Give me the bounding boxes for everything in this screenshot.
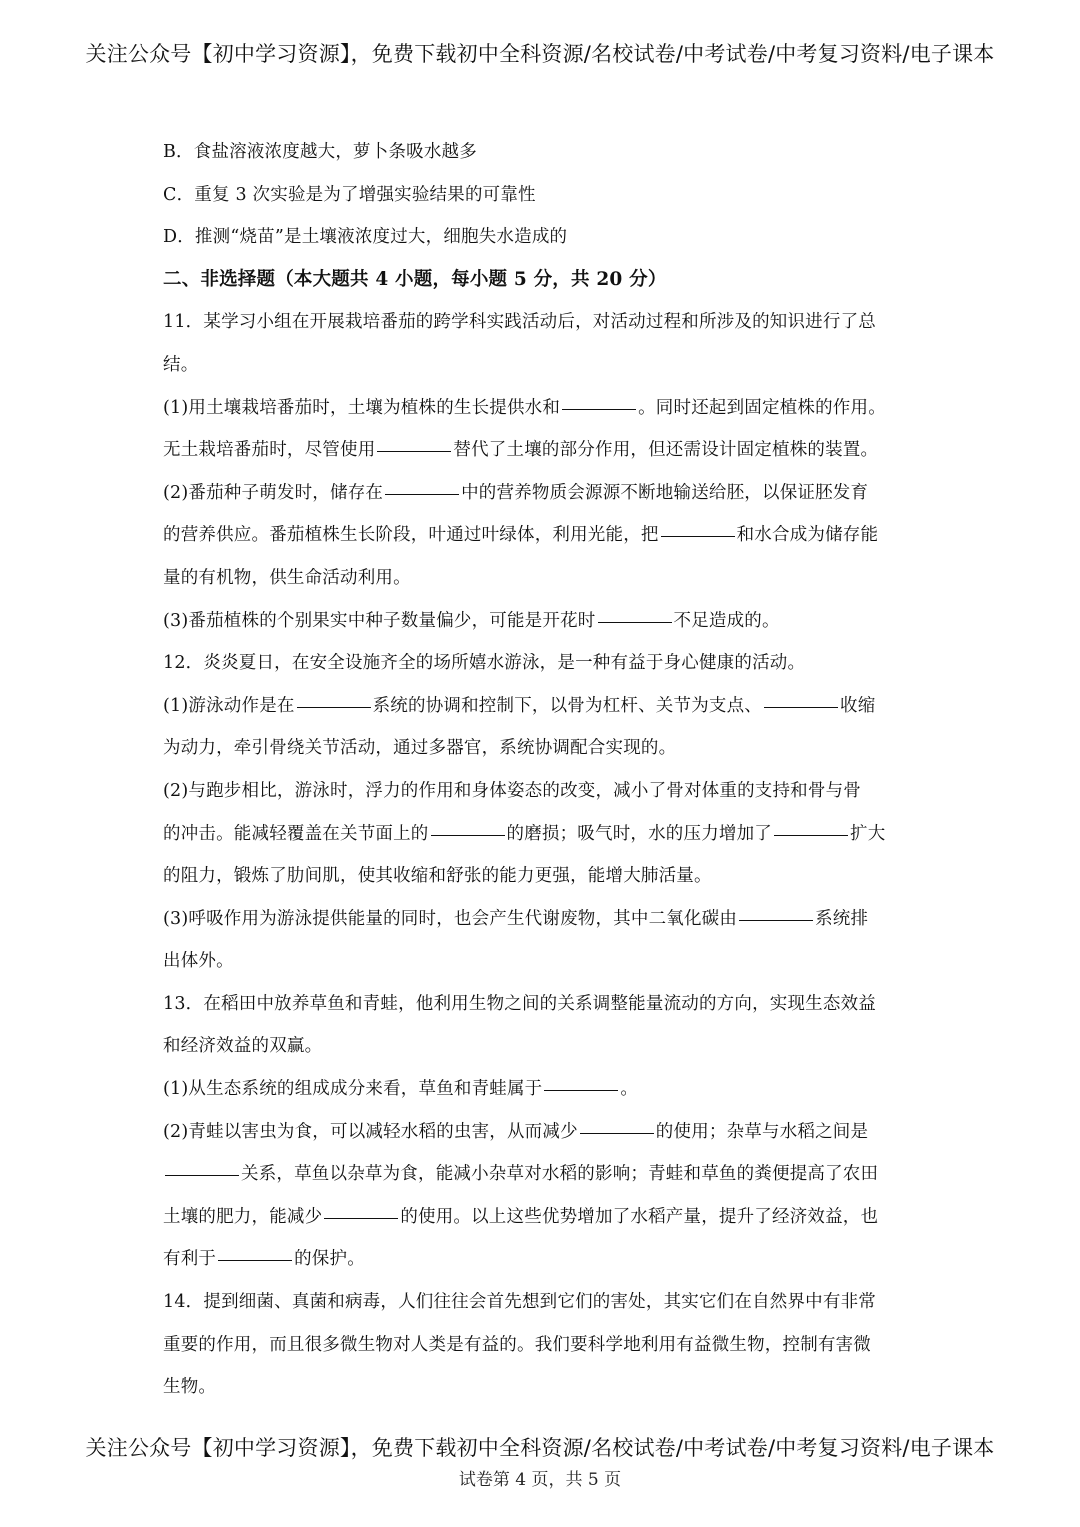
text-segment: 有利于 [163,1249,217,1270]
text-segment: (2)番茄种子萌发时，储存在 [163,482,384,503]
text-segment: 量的有机物，供生命活动利用。 [163,567,411,588]
answer-blank [324,1217,398,1219]
answer-blank [165,1174,239,1176]
text-segment: (1)从生态系统的组成成分来看，草鱼和青蛙属于 [163,1079,543,1100]
text-segment: 。 [620,1079,639,1100]
text-segment: C．重复 3 次实验是为了增强实验结果的可靠性 [163,184,536,205]
answer-blank [297,706,371,708]
text-line [163,344,923,387]
text-segment: 和经济效益的双赢。 [163,1036,323,1057]
text-line [163,983,923,1026]
answer-blank [580,1132,654,1134]
text-segment: 出体外。 [163,951,234,972]
text-line [163,940,923,983]
text-line [163,1153,923,1196]
exam-content [163,131,923,1409]
text-line [163,727,923,770]
answer-blank [598,621,672,623]
answer-blank [774,834,848,836]
text-line [163,429,923,472]
text-line [163,855,923,898]
text-segment: 收缩 [840,695,876,716]
text-line [163,301,923,344]
answer-blank [764,706,838,708]
text-segment: 14．提到细菌、真菌和病毒，人们往往会首先想到它们的害处，其实它们在自然界中有非常 [163,1292,876,1313]
text-segment: 系统排 [815,908,869,929]
answer-blank [385,493,459,495]
text-line [163,1324,923,1367]
text-segment: 的磨损；吸气时，水的压力增加了 [506,823,772,844]
text-line [163,557,923,600]
text-segment: D．推测“烧苗”是土壤液浓度过大，细胞失水造成的 [163,227,568,248]
text-segment: 重要的作用，而且很多微生物对人类是有益的。我们要科学地利用有益微生物，控制有害微 [163,1334,871,1355]
text-segment: 二、非选择题（本大题共 4 小题，每小题 5 分，共 20 分） [163,268,667,290]
answer-blank [562,408,636,410]
text-line [163,898,923,941]
answer-blank [377,450,451,452]
text-line [163,131,923,174]
answer-blank [739,919,813,921]
text-segment: B．食盐溶液浓度越大，萝卜条吸水越多 [163,142,477,162]
text-segment: 的营养供应。番茄植株生长阶段，叶通过叶绿体，利用光能，把 [163,525,659,546]
text-segment: 系统的协调和控制下，以骨为杠杆、关节为支点、 [372,695,762,716]
text-segment: (1)用土壤栽培番茄时，土壤为植株的生长提供水和 [163,397,561,418]
text-segment: (2)与跑步相比，游泳时，浮力的作用和身体姿态的改变，减小了骨对体重的支持和骨与骨 [163,780,861,801]
answer-blank [431,834,505,836]
text-segment: (2)青蛙以害虫为食，可以减轻水稻的虫害，从而减少 [163,1121,578,1142]
text-segment: (3)番茄植株的个别果实中种子数量偏少，可能是开花时 [163,610,596,631]
text-line [163,1366,923,1409]
text-segment: (1)游泳动作是在 [163,695,295,716]
text-line [163,813,923,856]
text-line [163,1196,923,1239]
text-segment: 扩大 [850,823,886,844]
text-line [163,685,923,728]
text-segment: 的使用。以上这些优势增加了水稻产量，提升了经济效益，也 [400,1206,879,1227]
text-segment: 不足造成的。 [673,610,780,631]
text-segment: 和水合成为储存能 [736,525,879,546]
text-segment: 无土栽培番茄时，尽管使用 [163,440,376,461]
text-line [163,514,923,557]
text-line [163,770,923,813]
text-segment: 11．某学习小组在开展栽培番茄的跨学科实践活动后，对活动过程和所涉及的知识进行了总 [163,312,876,333]
text-line [163,387,923,430]
text-line [163,642,923,685]
text-line [163,1025,923,1068]
text-line [163,1111,923,1154]
text-line [163,1068,923,1111]
text-segment: 中的营养物质会源源不断地输送给胚，以保证胚发育 [461,482,869,503]
text-segment: 的阻力，锻炼了肋间肌，使其收缩和舒张的能力更强，能增大肺活量。 [163,866,712,887]
text-segment: 生物。 [163,1377,217,1398]
text-segment: 的保护。 [294,1249,365,1270]
text-segment: 为动力，牵引骨绕关节活动，通过多器官，系统协调配合实现的。 [163,738,677,759]
text-segment: (3)呼吸作用为游泳提供能量的同时，也会产生代谢废物，其中二氧化碳由 [163,908,738,929]
text-line [163,1238,923,1281]
answer-blank [661,535,735,537]
text-segment: 结。 [163,354,199,375]
answer-blank [544,1089,618,1091]
page-number: 试卷第 4 页，共 5 页 [458,1470,622,1490]
text-segment: 土壤的肥力，能减少 [163,1206,323,1227]
section-heading [163,259,923,302]
promo-banner-top: 关注公众号【初中学习资源】，免费下载初中全科资源/名校试卷/中考试卷/中考复习资料/电子课本 [85,42,995,66]
text-segment: 替代了土壤的部分作用，但还需设计固定植株的装置。 [453,440,879,461]
answer-blank [218,1259,292,1261]
text-line [163,600,923,643]
text-segment: 的使用；杂草与水稻之间是 [655,1121,869,1142]
text-segment: 12．炎炎夏日，在安全设施齐全的场所嬉水游泳，是一种有益于身心健康的活动。 [163,653,806,674]
text-segment: 的冲击。能减轻覆盖在关节面上的 [163,823,429,844]
text-segment: 13．在稻田中放养草鱼和青蛙，他利用生物之间的关系调整能量流动的方向，实现生态效益 [163,993,876,1014]
text-line [163,174,923,217]
text-segment: 。同时还起到固定植株的作用。 [638,397,886,418]
text-segment: 关系，草鱼以杂草为食，能减小杂草对水稻的影响；青蛙和草鱼的粪便提高了农田 [241,1164,879,1185]
promo-banner-bottom: 关注公众号【初中学习资源】，免费下载初中全科资源/名校试卷/中考试卷/中考复习资料/电子课本 [85,1436,995,1460]
text-line [163,216,923,259]
text-line [163,1281,923,1324]
text-line [163,472,923,515]
